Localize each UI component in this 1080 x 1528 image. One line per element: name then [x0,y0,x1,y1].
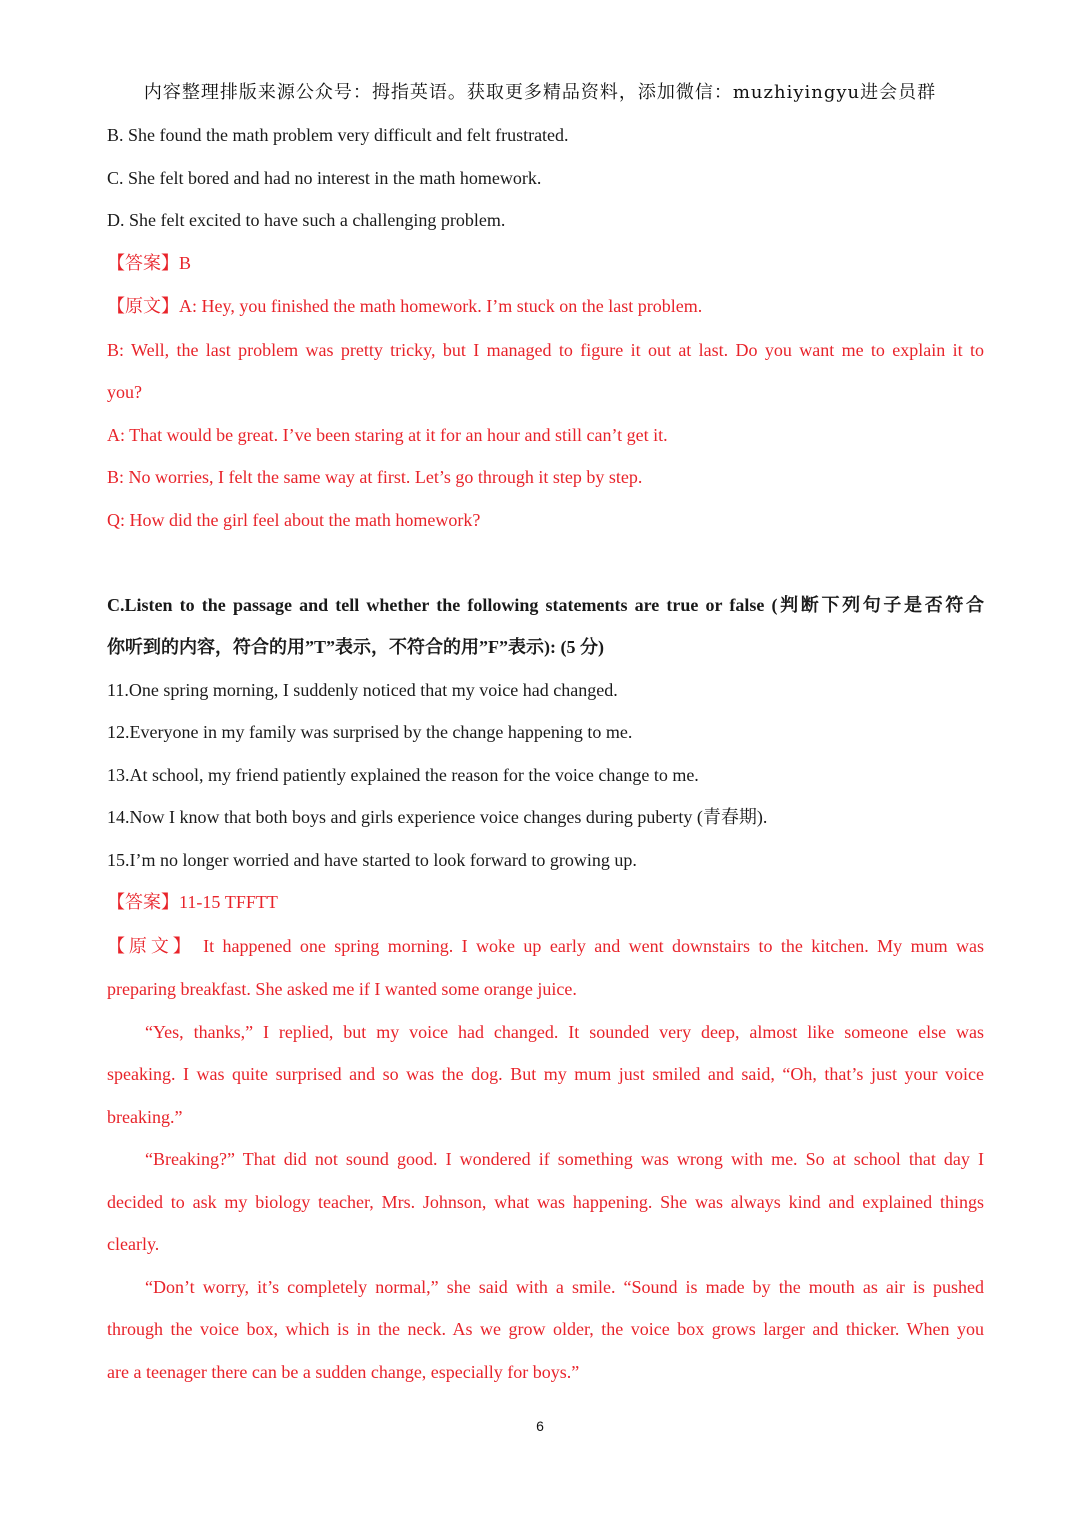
transcript-2-line-9: “Don’t worry, it’s completely normal,” she said with a smile. “Sound is made by the mouth as air is pushed [145,1276,984,1297]
transcript-tag: 【原文】 [107,935,195,957]
answer-tag: 【答案】 [107,892,179,913]
answer-1 [107,242,984,286]
section-c-heading: C.Listen to the passage and tell whether the following statements are true or false (判断下列句子是否符合 [107,594,984,615]
transcript-text: It happened one spring morning. I woke up early and went downstairs to the kitchen. My mum was [203,935,985,956]
statement-11: 11.One spring morning, I suddenly noticed that my voice had changed. [107,679,618,700]
answer-tag: 【答案】 [107,252,179,274]
transcript-2-line-8: clearly. [107,1234,160,1254]
transcript-tag: 【原文】 [107,296,179,317]
transcript-2-line-3: “Yes, thanks,” I replied, but my voice had changed. It sounded very deep, almost like someone else was [145,1021,984,1042]
transcript-2-line-6: “Breaking?” That did not sound good. I wondered if something was wrong with me. So at school that day I [145,1149,984,1169]
transcript-2-line-4: speaking. I was quite surprised and so was the dog. But my mum just smiled and said, “Oh, that’s just your voice [107,1064,984,1084]
page-content [107,114,984,1393]
option-b: B. She found the math problem very difficult and felt frustrated. [107,125,569,145]
transcript-1-line-3: you? [107,382,142,402]
transcript-2-line-11: are a teenager there can be a sudden change, especially for boys.” [107,1361,580,1382]
statement-15: 15.I’m no longer worried and have started to look forward to growing up. [107,849,637,870]
statement-14: 14.Now I know that both boys and girls experience voice changes during puberty (青春期). [107,807,768,827]
transcript-2-line-5: breaking.” [107,1106,183,1127]
transcript-2-line-10: through the voice box, which is in the neck. As we grow older, the voice box grows larger and thicker. When you [107,1319,984,1339]
answer-value: 11-15 TFFTT [179,892,278,912]
spacer [107,541,984,584]
transcript-1-line-6: Q: How did the girl feel about the math homework? [107,509,481,530]
transcript-text: A: Hey, you finished the math homework. I’m stuck on the last problem. [179,296,703,316]
transcript-2-line-1 [107,925,984,969]
transcript-2-line-2: preparing breakfast. She asked me if I wanted some orange juice. [107,979,577,999]
answer-value: B [179,252,192,273]
statement-12: 12.Everyone in my family was surprised by the change happening to me. [107,722,633,742]
transcript-1-line-5: B: No worries, I felt the same way at first. Let’s go through it step by step. [107,467,643,487]
option-d: D. She felt excited to have such a challenging problem. [107,210,506,230]
transcript-2-line-7: decided to ask my biology teacher, Mrs. Johnson, what was happening. She was always kind and explained things [107,1191,984,1212]
transcript-1-line-4: A: That would be great. I’ve been staring at it for an hour and still can’t get it. [107,424,668,445]
answer-2 [107,881,984,925]
page-header: 内容整理排版来源公众号：拇指英语。获取更多精品资料，添加微信：muzhiyingyu进会员群 [143,82,937,103]
statement-13: 13.At school, my friend patiently explained the reason for the voice change to me. [107,764,699,785]
transcript-1-line-2: B: Well, the last problem was pretty tricky, but I managed to figure it out at last. Do you want me to explain it to [107,339,984,360]
page-number: 6 [536,1418,544,1434]
transcript-1-line-1 [107,285,984,329]
section-c-heading-cont: 你听到的内容，符合的用”T”表示，不符合的用”F”表示): (5 分) [107,637,604,657]
option-c: C. She felt bored and had no interest in the math homework. [107,167,542,188]
